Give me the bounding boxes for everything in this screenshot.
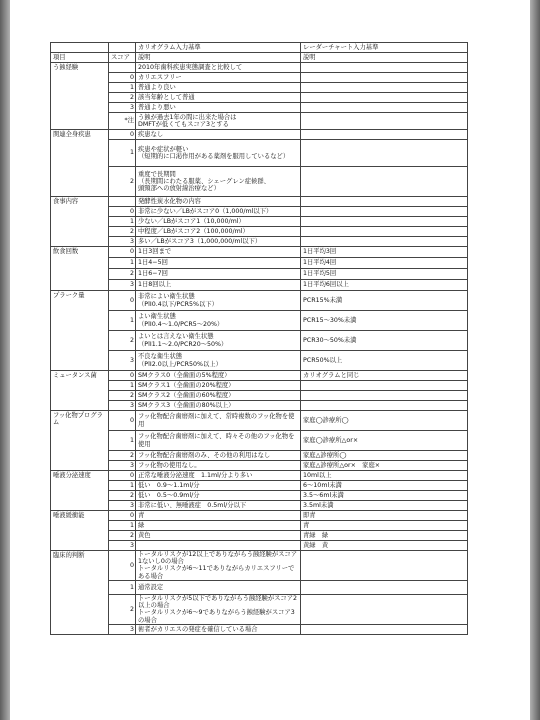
table-row: [51, 471, 468, 481]
description-cell: フッ化物配合歯磨剤に加えて、常時複数のフッ化物を使用: [136, 411, 301, 431]
description-cell: 普通より悪い: [136, 103, 301, 113]
score-cell: 3: [109, 501, 136, 511]
table-row: [51, 580, 468, 594]
category-name: 臨床的判断: [51, 551, 109, 635]
score-cell: 1: [109, 521, 136, 531]
radar-criteria-cell: [301, 140, 468, 167]
table-row: [51, 103, 468, 113]
score-cell: 2: [109, 269, 136, 280]
table-row: [51, 594, 468, 624]
radar-criteria-cell: [301, 63, 468, 73]
radar-criteria-cell: 家庭◯診療所◯: [301, 411, 468, 431]
header-score: スコア: [109, 53, 136, 63]
radar-criteria-cell: 6〜10ml未満: [301, 481, 468, 491]
table-row: [51, 624, 468, 634]
score-cell: 2: [109, 227, 136, 237]
radar-criteria-cell: PCR15%未満: [301, 291, 468, 311]
description-cell: 非常によい衛生状態 （PlI0.4以下/PCR5%以下）: [136, 291, 301, 311]
left-page-shadow: [0, 0, 10, 720]
description-cell: トータルリスクが12以上でありながらう蝕経験がスコア1ないし0の場合 トータルリスクが6〜11でありながらカリエスフリーである場合: [136, 551, 301, 581]
table-row: [51, 331, 468, 351]
radar-criteria-cell: [301, 580, 468, 594]
score-cell: 1: [109, 431, 136, 451]
table-row: [51, 431, 468, 451]
radar-criteria-cell: [301, 167, 468, 197]
score-cell: 0: [109, 411, 136, 431]
radar-criteria-cell: 1日平均6回以上: [301, 280, 468, 291]
score-cell: 3: [109, 237, 136, 247]
radar-criteria-cell: 3.5ml未満: [301, 501, 468, 511]
score-cell: 2: [109, 531, 136, 541]
description-cell: 該当年齢として普通: [136, 93, 301, 103]
description-cell: トータルリスクが5以下でありながらう蝕経験がスコア2以上の場合 トータルリスクが6〜9でありながらう蝕経験がスコア3の場合: [136, 594, 301, 624]
score-cell: 2: [109, 491, 136, 501]
radar-criteria-cell: [301, 73, 468, 83]
radar-criteria-cell: [301, 93, 468, 103]
table-row: [51, 269, 468, 280]
table-row: [51, 130, 468, 140]
description-cell: SMクラス1（全歯面の20%程度）: [136, 381, 301, 391]
description-cell: 青: [136, 511, 301, 521]
radar-criteria-cell: [301, 227, 468, 237]
table-row: [51, 63, 468, 73]
table-row: [51, 291, 468, 311]
category-name: プラーク量: [51, 291, 109, 371]
category-name: ミュータンス菌: [51, 371, 109, 411]
category-name: う蝕経験: [51, 63, 109, 130]
score-cell: 0: [109, 291, 136, 311]
radar-criteria-cell: 家庭△診療所△or× 家庭×: [301, 461, 468, 471]
score-cell: 3: [109, 624, 136, 634]
description-cell: 中程度／LBがスコア2（100,000/ml）: [136, 227, 301, 237]
table-row: [51, 541, 468, 551]
radar-criteria-cell: PCR15〜30%未満: [301, 311, 468, 331]
description-cell: 1日3回まで: [136, 247, 301, 258]
radar-criteria-cell: 3.5〜6ml未満: [301, 491, 468, 501]
radar-criteria-cell: 青: [301, 521, 468, 531]
radar-criteria-cell: [301, 391, 468, 401]
caries-risk-criteria-table: [50, 42, 468, 635]
description-cell: 少ない／LBがスコア1（10,000/ml）: [136, 217, 301, 227]
score-cell: 3: [109, 401, 136, 411]
radar-criteria-cell: 家庭◯診療所△or×: [301, 431, 468, 451]
score-cell: 0: [109, 511, 136, 521]
radar-criteria-cell: 青緑 緑: [301, 531, 468, 541]
radar-criteria-cell: [301, 551, 468, 581]
description-cell: 黄色: [136, 531, 301, 541]
description-cell: フッ化物配合歯磨剤のみ、その他の利用はなし: [136, 451, 301, 461]
score-cell: 2: [109, 167, 136, 197]
header-blank: [51, 43, 109, 53]
table-row: [51, 411, 468, 431]
description-cell: フッ化物の使用なし。: [136, 461, 301, 471]
table-row: [51, 371, 468, 381]
score-cell: 1: [109, 83, 136, 93]
radar-criteria-cell: カリオグラムと同じ: [301, 371, 468, 381]
table-row: [51, 531, 468, 541]
score-cell: 2: [109, 93, 136, 103]
radar-criteria-cell: [301, 381, 468, 391]
header-item: 項目: [51, 53, 109, 63]
description-cell: 1日4−5回: [136, 258, 301, 269]
description-cell: 多い／LBがスコア3（1,000,000/ml以下）: [136, 237, 301, 247]
category-name: 飲食回数: [51, 247, 109, 291]
radar-criteria-cell: [301, 217, 468, 227]
score-cell: 1: [109, 580, 136, 594]
table-body: [51, 43, 468, 635]
description-cell: 発酵性炭水化物の内容: [136, 197, 301, 207]
description-cell: 低い 0.9〜1.1ml/分: [136, 481, 301, 491]
description-cell: 通常設定: [136, 580, 301, 594]
score-cell: 1: [109, 140, 136, 167]
table-row: [51, 551, 468, 581]
table-row: [51, 511, 468, 521]
radar-criteria-cell: 即青: [301, 511, 468, 521]
score-cell: 0: [109, 130, 136, 140]
description-cell: 疾患や症状が軽い （短期的に口渇作用がある薬剤を服用しているなど）: [136, 140, 301, 167]
radar-criteria-cell: 家庭△診療所◯: [301, 451, 468, 461]
description-cell: う蝕が過去1年の間に出来た場合は DMFTが低くてもスコア3とする: [136, 113, 301, 130]
radar-criteria-cell: 黄緑 黄: [301, 541, 468, 551]
right-page-shadow: [530, 0, 540, 720]
category-name: 関連全身疾患: [51, 130, 109, 197]
table-row: [51, 280, 468, 291]
radar-criteria-cell: PCR50%以上: [301, 351, 468, 371]
description-cell: 2010年歯科疾患実態調査と比較して: [136, 63, 301, 73]
description-cell: 非常に少ない／LBがスコア0（1,000/ml以下）: [136, 207, 301, 217]
score-cell: *注: [109, 113, 136, 130]
table-row: [51, 217, 468, 227]
table-row: [51, 227, 468, 237]
score-cell: [109, 197, 136, 207]
description-cell: [136, 541, 301, 551]
radar-criteria-cell: [301, 113, 468, 130]
table-row: [51, 391, 468, 401]
radar-criteria-cell: [301, 594, 468, 624]
category-name: 唾液緩衝能: [51, 511, 109, 551]
description-cell: 不良な衛生状態 （PlI2.0以上/PCR50%以上）: [136, 351, 301, 371]
category-name: 食事内容: [51, 197, 109, 247]
table-row: [51, 311, 468, 331]
category-name: フッ化物プログラム: [51, 411, 109, 471]
score-cell: 1: [109, 217, 136, 227]
table-row: [51, 93, 468, 103]
score-cell: 1: [109, 311, 136, 331]
description-cell: 1日6−7回: [136, 269, 301, 280]
score-cell: 0: [109, 207, 136, 217]
radar-criteria-cell: [301, 83, 468, 93]
description-cell: 疾患なし: [136, 130, 301, 140]
description-cell: SMクラス3（全歯面の80%以上）: [136, 401, 301, 411]
description-cell: SMクラス0（全歯面の5%程度）: [136, 371, 301, 381]
radar-criteria-cell: [301, 103, 468, 113]
score-cell: 0: [109, 247, 136, 258]
description-cell: 普通より良い: [136, 83, 301, 93]
header-caries-gram: カリオグラム入力基準: [136, 43, 301, 53]
score-cell: 3: [109, 103, 136, 113]
description-cell: よいとは言えない衛生状態 （PlI1.1〜2.0/PCR20〜50%）: [136, 331, 301, 351]
score-cell: 1: [109, 481, 136, 491]
radar-criteria-cell: [301, 207, 468, 217]
category-name: 唾液分泌速度: [51, 471, 109, 511]
table-row: [51, 521, 468, 531]
table-row: [51, 247, 468, 258]
radar-criteria-cell: PCR30〜50%未満: [301, 331, 468, 351]
description-cell: 緑: [136, 521, 301, 531]
table-row: [51, 481, 468, 491]
description-cell: SMクラス2（全歯面の60%程度）: [136, 391, 301, 401]
table-row: [51, 381, 468, 391]
score-cell: [109, 63, 136, 73]
table-row: [51, 83, 468, 93]
description-cell: 低い 0.5〜0.9ml/分: [136, 491, 301, 501]
score-cell: 0: [109, 471, 136, 481]
table-row: [51, 140, 468, 167]
score-cell: 2: [109, 451, 136, 461]
table-row: [51, 113, 468, 130]
score-cell: 0: [109, 73, 136, 83]
table-row: [51, 501, 468, 511]
table-row: [51, 401, 468, 411]
description-cell: カリエスフリー: [136, 73, 301, 83]
score-cell: 1: [109, 258, 136, 269]
score-cell: 0: [109, 551, 136, 581]
table-row: [51, 167, 468, 197]
radar-criteria-cell: [301, 197, 468, 207]
score-cell: 2: [109, 594, 136, 624]
radar-criteria-cell: 10ml以上: [301, 471, 468, 481]
header-radar-chart: レーダーチャート入力基準: [301, 43, 468, 53]
header-explanation: 説明: [136, 53, 301, 63]
table-row: [51, 207, 468, 217]
header-row-sub: [51, 53, 468, 63]
description-cell: フッ化物配合歯磨剤に加えて、時々その他のフッ化物を使用: [136, 431, 301, 451]
header-explanation-radar: 説明: [301, 53, 468, 63]
radar-criteria-cell: [301, 624, 468, 634]
description-cell: 非常に低い、無唾液症 0.5ml/分以下: [136, 501, 301, 511]
score-cell: 0: [109, 371, 136, 381]
header-blank: [109, 43, 136, 53]
radar-criteria-cell: 1日平均3回: [301, 247, 468, 258]
score-cell: 1: [109, 381, 136, 391]
table-row: [51, 237, 468, 247]
description-cell: 1日8回以上: [136, 280, 301, 291]
table-row: [51, 491, 468, 501]
table-row: [51, 351, 468, 371]
score-cell: 2: [109, 331, 136, 351]
radar-criteria-cell: 1日平均4回: [301, 258, 468, 269]
description-cell: 正常な唾液分泌速度 1.1ml/分より多い: [136, 471, 301, 481]
header-row-top: [51, 43, 468, 53]
table-row: [51, 451, 468, 461]
description-cell: 重度で長期間 （長期間にわたる服薬、シェーグレン症候群、 頭頸部への放射線治療など）: [136, 167, 301, 197]
score-cell: 2: [109, 391, 136, 401]
description-cell: よい衛生状態 （PlI0.4〜1.0/PCR5〜20%）: [136, 311, 301, 331]
radar-criteria-cell: [301, 237, 468, 247]
score-cell: 3: [109, 541, 136, 551]
radar-criteria-cell: 1日平均5回: [301, 269, 468, 280]
table-row: [51, 197, 468, 207]
score-cell: 3: [109, 351, 136, 371]
score-cell: 3: [109, 461, 136, 471]
table-row: [51, 258, 468, 269]
table-row: [51, 461, 468, 471]
radar-criteria-cell: [301, 130, 468, 140]
score-cell: 3: [109, 280, 136, 291]
table-row: [51, 73, 468, 83]
radar-criteria-cell: [301, 401, 468, 411]
description-cell: 術者がカリエスの発症を確信している場合: [136, 624, 301, 634]
